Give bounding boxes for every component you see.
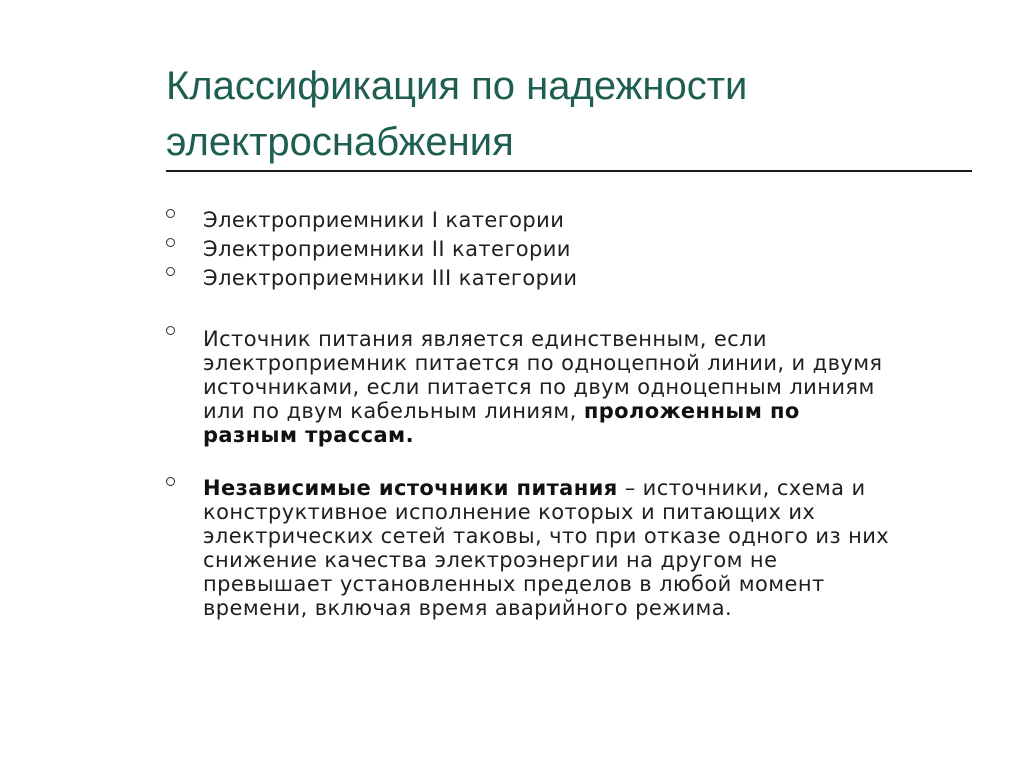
paragraph-line <box>203 476 973 500</box>
title-divider <box>166 170 972 172</box>
bullet-icon <box>166 326 175 335</box>
paragraph-line-text: или по двум кабельным линиям, <box>203 399 584 423</box>
paragraph-line: Источник питания является единственным, если <box>203 327 767 351</box>
bullet-icon <box>166 238 175 247</box>
paragraph-line <box>203 399 973 423</box>
paragraph-line <box>203 423 973 447</box>
paragraph-text <box>203 476 973 620</box>
list-item-text: Электроприемники I категории <box>203 208 565 232</box>
bullet-icon <box>166 477 175 486</box>
term-heading: Независимые источники питания <box>203 476 618 500</box>
paragraph-text <box>203 327 973 447</box>
bullet-icon <box>166 267 175 276</box>
paragraph-line: превышает установленных пределов в любой момент <box>203 572 825 596</box>
paragraph-line: конструктивное исполнение которых и питающих их <box>203 500 816 524</box>
title-line-2: электроснабжения <box>166 120 514 164</box>
bold-emphasis: проложенным по <box>583 399 800 423</box>
bold-emphasis: разным трассам. <box>203 423 414 447</box>
paragraph-line: источниками, если питается по двум одноцепным линиям <box>203 375 875 399</box>
slide-title <box>166 58 966 170</box>
list-item-text: Электроприемники II категории <box>203 237 571 261</box>
title-line-1: Классификация по надежности <box>166 64 748 108</box>
list-item-text: Электроприемники III категории <box>203 266 578 290</box>
bullet-icon <box>166 209 175 218</box>
paragraph-line: электроприемник питается по одноцепной линии, и двумя <box>203 351 883 375</box>
paragraph-line-text: – источники, схема и <box>617 476 866 500</box>
paragraph-line: снижение качества электроэнергии на другом не <box>203 548 778 572</box>
paragraph-line: времени, включая время аварийного режима. <box>203 596 733 620</box>
paragraph-line: электрических сетей таковы, что при отказе одного из них <box>203 524 890 548</box>
